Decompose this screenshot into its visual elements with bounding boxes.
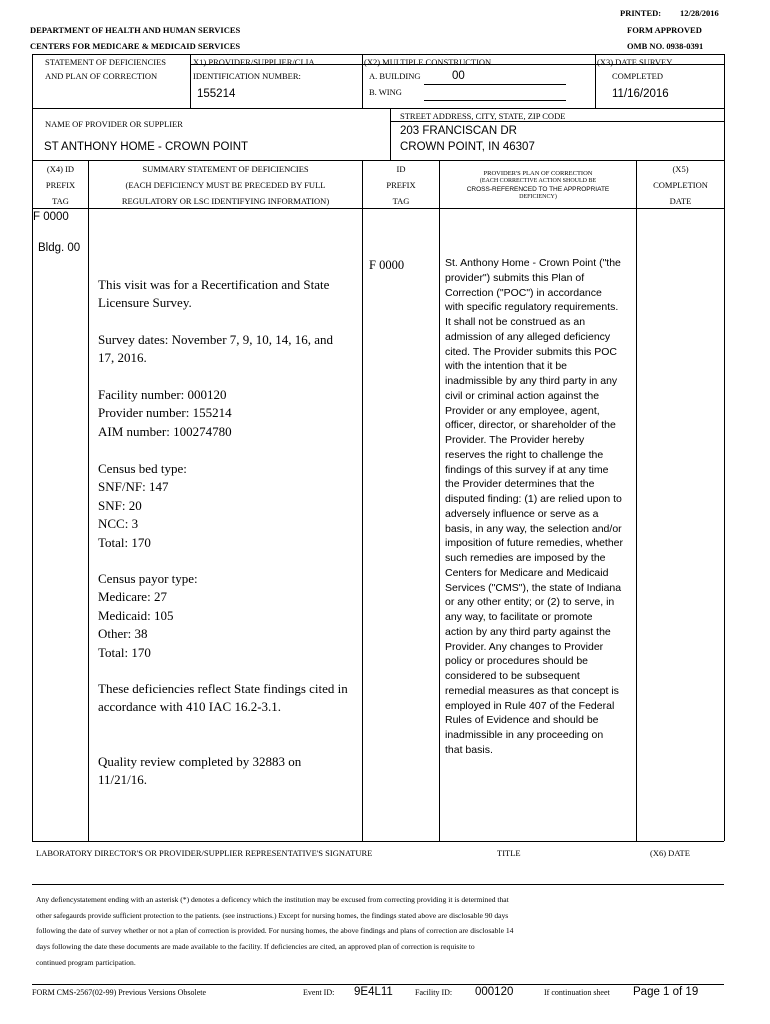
x3-label-1: (X3) DATE SURVEY [597,57,673,67]
poc-header-4: DEFICIENCY) [519,194,557,200]
summary-paragraph-2: Survey dates: November 7, 9, 10, 14, 16, and 17, 2016. [98,332,334,366]
disclaimer-line: continued program participation. [36,958,136,967]
col-divider-2 [362,160,363,841]
summary-paragraph-1: This visit was for a Recertification and State Licensure Survey. [98,277,330,311]
x5-header-2: COMPLETION [653,180,708,190]
event-id-value: 9E4L11 [354,986,393,998]
address-line-2: CROWN POINT, IN 46307 [400,141,535,153]
wing-underline [424,100,566,101]
continuation-label: If continuation sheet [544,988,610,997]
x5-header-3: DATE [669,196,692,206]
summary-header-3: REGULATORY OR LSC IDENTIFYING INFORMATION) [121,196,330,206]
building-value: 00 [452,70,465,82]
provider-name-value: ST ANTHONY HOME - CROWN POINT [44,141,249,153]
summary-paragraph-7: Quality review completed by 32883 on 11/21/16. [98,754,302,788]
building-tag: Bldg. 00 [38,242,81,254]
summary-paragraph-6: These deficiencies reflect State findings cited in accordance with 410 IAC 16.2-3.1. [98,681,348,715]
disclaimer-line: Any defiencystatement ending with an asterisk (*) denotes a deficency which the institution may be excused from correcting providing it is determined that [36,895,509,904]
footer-top-line [32,984,724,985]
statement-label-1: STATEMENT OF DEFICIENCIES [45,57,167,67]
col-divider-3 [439,160,440,841]
signature-label: LABORATORY DIRECTOR'S OR PROVIDER/SUPPLIER REPRESENTATIVE'S SIGNATURE [36,848,373,858]
form-number-label: FORM CMS-2567(02-99) Previous Versions Obsolete [32,988,207,997]
top-divider-3 [595,54,596,108]
centers-name: CENTERS FOR MEDICARE & MEDICAID SERVICES [30,41,241,51]
frame-right-line [724,54,725,841]
wing-label: B. WING [369,87,402,97]
x3-label-2: COMPLETED [612,71,663,81]
left-id-tag: F 0000 [33,211,69,223]
date-label: (X6) DATE [650,848,690,858]
frame-top-line [32,54,724,55]
page-number: Page 1 of 19 [633,986,699,998]
poc-header-1: PROVIDER'S PLAN OF CORRECTION [483,170,593,177]
summary-header-2: (EACH DEFICIENCY MUST BE PRECEDED BY FULL [125,180,326,190]
top-divider-1 [190,54,191,108]
summary-paragraph-3: Facility number: 000120 Provider number: 155214 AIM number: 100274780 [98,387,232,439]
department-name: DEPARTMENT OF HEALTH AND HUMAN SERVICES [30,25,241,35]
x1-label-1: X1) PROVIDER/SUPPLIER/CLIA [193,57,315,67]
x4-header-3: TAG [52,196,69,206]
x5-header-1: (X5) [672,164,689,174]
header-row-bottom-line [32,208,724,209]
disclaimer-line: days following the date these documents are made available to the facility. If deficiencies are cited, an approved plan of correction is requisite to [36,942,475,951]
x4-header-2: PREFIX [45,180,76,190]
x4-header-1: (X4) ID [46,164,75,174]
provider-name-label: NAME OF PROVIDER OR SUPPLIER [45,119,183,129]
body-bottom-line [32,841,724,842]
id-header-1: ID [396,164,406,174]
summary-header-1: SUMMARY STATEMENT OF DEFICIENCIES [142,164,309,174]
printed-date: 12/28/2016 [680,8,719,18]
facility-id-label: Facility ID: [415,988,453,997]
x1-label-2: IDENTIFICATION NUMBER: [193,71,301,81]
poc-header-3: CROSS-REFERENCED TO THE APPROPRIATE [466,186,610,193]
id-header-2: PREFIX [386,180,416,190]
provider-id-value: 155214 [197,88,236,100]
facility-id-value: 000120 [475,986,514,998]
survey-date-value: 11/16/2016 [612,88,669,100]
event-id-label: Event ID: [303,988,335,997]
signature-bottom-line [32,884,724,885]
disclaimer-line: other safegaurds provide sufficient protection to the patients. (see instructions.) Except for nursing homes, the findings stated above are disclosable 90 days [36,911,509,920]
title-label: TITLE [497,848,521,858]
address-label: STREET ADDRESS, CITY, STATE, ZIP CODE [400,111,566,121]
top-divider-2 [362,54,363,108]
summary-paragraph-4: Census bed type: SNF/NF: 147 SNF: 20 NCC: 3 Total: 170 [98,461,187,550]
plan-of-correction-text: St. Anthony Home - Crown Point ("the provider") submits this Plan of Correction ("POC") in accordance with specific regulatory requirements. It shall not be construed as an admission of any alleged deficiency cited. The Provider submits this POC with the intention that it be inadmissible by any third party in any civil or criminal action against the Provider or any employee, agent, officer, director, or shareholder of the Provider. The Provider hereby reserves the right to challenge the findings of this survey if at any time the Provider determines that the disputed finding: (1) are relied upon to adversely influence or serve as a basis, in any way, the selection and/or imposition of future remedies, whether such remedies are imposed by the Centers for Medicare and Medicaid Services ("CMS"), the state of Indiana or any other entity; or (2) to serve, in any way, to facilitate or promote action by any third party against the Provider. Any changes to Provider policy or procedures should be considered to be subsequent remedial measures as that concept is employed in Rule 407 of the Federal Rules of Evidence and should be inadmissible in any proceeding on that basis. [445,257,624,756]
statement-label-2: AND PLAN OF CORRECTION [45,71,158,81]
x2-label: (X2) MULTIPLE CONSTRUCTION [364,57,492,67]
building-underline [424,84,566,85]
col-divider-4 [636,160,637,841]
address-line-1: 203 FRANCISCAN DR [400,125,517,137]
address-underline [390,121,724,122]
building-label: A. BUILDING [369,71,421,81]
provider-divider [390,108,391,160]
right-id-tag: F 0000 [369,258,405,272]
omb-number: OMB NO. 0938-0391 [627,41,704,51]
col-divider-1 [88,160,89,841]
summary-paragraph-5: Census payor type: Medicare: 27 Medicaid: 105 Other: 38 Total: 170 [98,571,198,660]
disclaimer-line: following the date of survey whether or not a plan of correction is provided. For nursing homes, the above findings and plans of correction are disclosable 14 [36,926,514,935]
top-row-bottom-line [32,108,724,109]
printed-label: PRINTED: [620,8,662,18]
provider-row-bottom-line [32,160,724,161]
poc-header-2: (EACH CORRECTIVE ACTION SHOULD BE [479,178,597,184]
form-approved-label: FORM APPROVED [627,25,702,35]
id-header-3: TAG [392,196,410,206]
